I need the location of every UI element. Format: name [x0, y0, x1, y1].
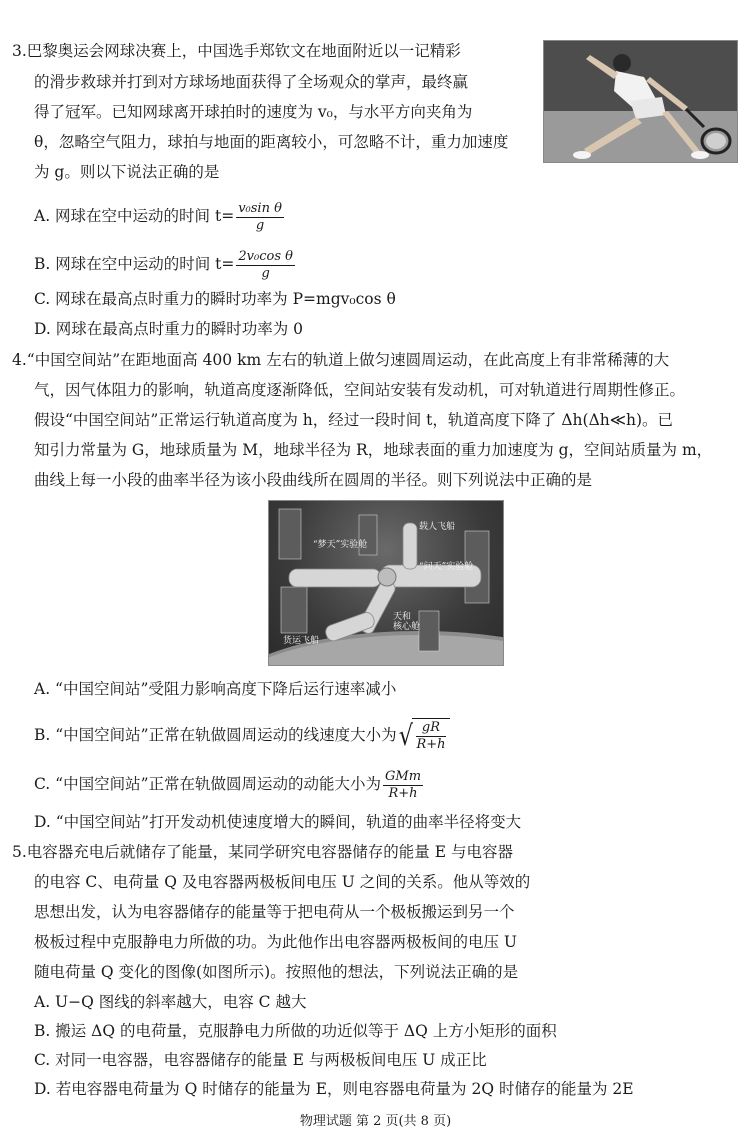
tennis-player-photo — [543, 40, 738, 163]
q5-line-3: 思想出发，认为电容器储存的能量等于把电荷从一个极板搬运到另一个 — [34, 903, 515, 921]
q3-option-b-numerator: 2v₀cos θ — [238, 249, 293, 264]
q4-option-c-numerator: GMm — [385, 769, 422, 784]
label-tianhe: 天和 核心舱 — [393, 612, 421, 632]
label-crew-ship: 载人飞船 — [419, 522, 456, 532]
q4-option-c-fraction — [383, 770, 423, 800]
q4-line-5: 曲线上每一小段的曲率半径为该小段曲线所在圆周的半径。则下列说法中正确的是 — [34, 471, 593, 489]
q3-line-5: 为 g。则以下说法正确的是 — [34, 163, 220, 181]
q4-option-c-denominator: R+h — [388, 785, 418, 801]
q3-option-b-denominator: g — [261, 265, 270, 281]
q3-option-b-text: B. 网球在空中运动的时间 t= — [34, 255, 235, 274]
tennis-player-figure — [544, 41, 738, 163]
q3-option-c: C. 网球在最高点时重力的瞬时功率为 P=mgv₀cos θ — [34, 290, 396, 308]
q3-option-a-denominator: g — [255, 217, 265, 233]
label-mengtian: “梦天”实验舱 — [313, 540, 368, 550]
q4-option-d: D. “中国空间站”打开发动机使速度增大的瞬间，轨道的曲率半径将变大 — [34, 813, 522, 831]
q4-option-b-numerator: gR — [416, 721, 445, 737]
q5-line-5: 随电荷量 Q 变化的图像(如图所示)。按照他的想法，下列说法正确的是 — [34, 963, 519, 981]
q4-option-b-fraction — [416, 721, 445, 751]
q4-line-1: 4.“中国空间站”在距地面高 400 km 左右的轨道上做匀速圆周运动，在此高度上有非常稀薄的大 — [12, 351, 670, 369]
label-wentian: “问天”实验舱 — [419, 562, 474, 572]
q4-option-b-text: B. “中国空间站”正常在轨做圆周运动的线速度大小为 — [34, 726, 397, 744]
label-cargo-ship: 货运飞船 — [283, 636, 320, 646]
q3-option-a-text: A. 网球在空中运动的时间 t= — [34, 207, 235, 226]
q3-option-b-fraction — [236, 250, 295, 280]
q3-option-a — [34, 202, 286, 232]
q3-line-1: 3.巴黎奥运会网球决赛上，中国选手郑钦文在地面附近以一记精彩 — [12, 42, 461, 60]
q3-line-4: θ，忽略空气阻力，球拍与地面的距离较小，可忽略不计，重力加速度 — [34, 133, 509, 151]
q4-option-a: A. “中国空间站”受阻力影响高度下降后运行速率减小 — [34, 680, 397, 698]
q4-line-4: 知引力常量为 G，地球质量为 M，地球半径为 R，地球表面的重力加速度为 g，空间站质量为 m， — [34, 441, 713, 459]
sqrt-symbol: √ — [398, 719, 413, 752]
q5-option-d: D. 若电容器电荷量为 Q 时储存的能量为 E，则电容器电荷量为 2Q 时储存的能量为 2E — [34, 1080, 634, 1098]
q5-line-4: 极板过程中克服静电力所做的功。为此他作出电容器两极板间的电压 U — [34, 933, 517, 951]
q4-option-b — [34, 718, 450, 754]
q3-line-3: 得了冠军。已知网球离开球拍时的速度为 v₀，与水平方向夹角为 — [34, 103, 473, 121]
q4-option-c-text: C. “中国空间站”正常在轨做圆周运动的动能大小为 — [34, 775, 382, 794]
q3-option-a-fraction — [236, 202, 284, 232]
q4-line-2: 气，因气体阻力的影响，轨道高度逐渐降低，空间站安装有发动机，可对轨道进行周期性修正。 — [34, 381, 686, 399]
q5-line-2: 的电容 C、电荷量 Q 及电容器两极板间电压 U 之间的关系。他从等效的 — [34, 873, 531, 891]
q3-option-a-numerator: v₀sin θ — [238, 201, 282, 216]
q5-line-1: 5.电容器充电后就储存了能量，某同学研究电容器储存的能量 E 与电容器 — [12, 843, 513, 861]
q4-option-b-denominator: R+h — [416, 736, 446, 752]
space-station-figure — [268, 500, 504, 666]
q5-option-b: B. 搬运 ΔQ 的电荷量，克服静电力所做的功近似等于 ΔQ 上方小矩形的面积 — [34, 1022, 557, 1040]
q4-option-b-sqrt — [397, 718, 450, 754]
q3-option-b — [34, 250, 297, 280]
q3-option-d: D. 网球在最高点时重力的瞬时功率为 0 — [34, 320, 304, 338]
q3-line-2: 的滑步救球并打到对方球场地面获得了全场观众的掌声，最终赢 — [34, 73, 469, 91]
q5-option-c: C. 对同一电容器，电容器储存的能量 E 与两极板间电压 U 成正比 — [34, 1051, 487, 1069]
q5-option-a: A. U−Q 图线的斜率越大，电容 C 越大 — [34, 993, 307, 1011]
q4-line-3: 假设“中国空间站”正常运行轨道高度为 h，经过一段时间 t，轨道高度下降了 Δh(Δh≪h)。已 — [34, 411, 673, 429]
page-footer: 物理试题 第 2 页(共 8 页) — [299, 1114, 452, 1129]
q4-option-c — [34, 770, 425, 800]
